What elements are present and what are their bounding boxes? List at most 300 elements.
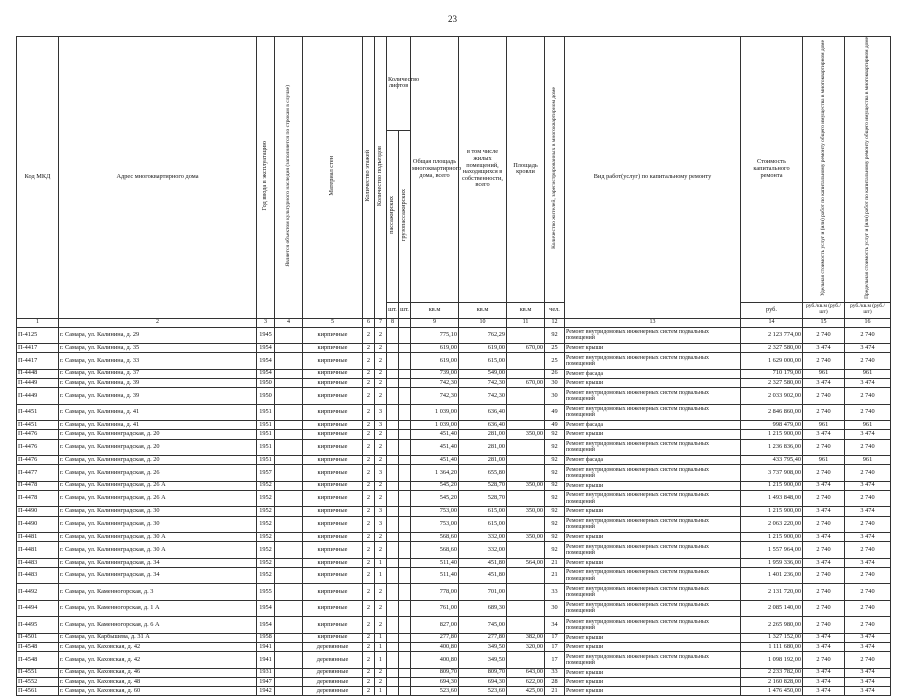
cell-total-area: 753,00 (411, 507, 459, 516)
cell-entrances: 1 (375, 652, 387, 668)
cell-floors: 2 (363, 490, 375, 506)
column-number: 6 (363, 318, 375, 327)
cell-roof-area: 350,00 (507, 481, 545, 490)
cell-work-type: Ремонт крыши (565, 687, 741, 696)
cell-year: 1951 (257, 420, 275, 429)
cell-max-cost: 3 474 (845, 668, 891, 677)
cell-private-area: 523,60 (459, 687, 507, 696)
cell-cost: 998 479,00 (741, 420, 803, 429)
cell-roof-area (507, 404, 545, 420)
cell-unit-cost: 2 740 (803, 584, 845, 600)
cell-entrances: 2 (375, 617, 387, 633)
cell-floors: 2 (363, 388, 375, 404)
cell-code: П-4490 (17, 507, 59, 516)
cell-total-area: 739,00 (411, 369, 459, 378)
page-number: 23 (448, 14, 457, 24)
cell-year: 1951 (257, 430, 275, 439)
cell-heritage (275, 584, 303, 600)
cell-floors: 2 (363, 668, 375, 677)
cell-material: кирпичные (303, 558, 363, 567)
cell-residents: 17 (545, 633, 565, 642)
cell-material: кирпичные (303, 617, 363, 633)
cell-residents: 21 (545, 567, 565, 583)
cell-heritage (275, 455, 303, 464)
cell-year: 1954 (257, 617, 275, 633)
cell-cost: 1 476 450,00 (741, 687, 803, 696)
cell-heritage (275, 567, 303, 583)
cell-max-cost: 961 (845, 455, 891, 464)
cell-residents: 33 (545, 584, 565, 600)
cell-material: кирпичные (303, 439, 363, 455)
table-row (17, 378, 891, 387)
cell-material: кирпичные (303, 490, 363, 506)
cell-elevators-cargo (399, 687, 411, 696)
cell-heritage (275, 404, 303, 420)
cell-entrances: 2 (375, 533, 387, 542)
table-row (17, 430, 891, 439)
table-row (17, 353, 891, 369)
table-row (17, 507, 891, 516)
cell-unit-cost: 3 474 (803, 378, 845, 387)
cell-heritage (275, 677, 303, 686)
table-row (17, 455, 891, 464)
cell-address: г. Самара, ул. Калинина, д. 29 (59, 327, 257, 343)
cell-cost: 433 795,40 (741, 455, 803, 464)
cell-year: 1954 (257, 369, 275, 378)
cell-work-type: Ремонт крыши (565, 481, 741, 490)
cell-code: П-4451 (17, 420, 59, 429)
cell-elevators-cargo (399, 327, 411, 343)
cell-elevators-cargo (399, 567, 411, 583)
cell-private-area: 281,00 (459, 430, 507, 439)
cell-year: 1950 (257, 388, 275, 404)
cell-max-cost: 2 740 (845, 353, 891, 369)
cell-elevators-passenger (387, 652, 399, 668)
cell-material: деревянные (303, 652, 363, 668)
cell-floors: 2 (363, 343, 375, 352)
cell-code: П-4449 (17, 388, 59, 404)
unit-elev-cargo: шт. (399, 302, 411, 318)
cell-entrances: 2 (375, 343, 387, 352)
cell-elevators-passenger (387, 558, 399, 567)
cell-work-type: Ремонт внутридомовых инженерных систем подвальных помещений (565, 353, 741, 369)
cell-cost: 1 629 000,00 (741, 353, 803, 369)
cell-material: деревянные (303, 642, 363, 651)
cell-roof-area (507, 439, 545, 455)
cell-floors: 2 (363, 430, 375, 439)
cell-cost: 2 846 860,00 (741, 404, 803, 420)
cell-floors: 2 (363, 378, 375, 387)
cell-heritage (275, 516, 303, 532)
cell-work-type: Ремонт фасада (565, 420, 741, 429)
table-row (17, 668, 891, 677)
cell-roof-area (507, 465, 545, 481)
cell-entrances: 2 (375, 327, 387, 343)
column-number: 16 (845, 318, 891, 327)
cell-private-area: 689,30 (459, 600, 507, 616)
cell-total-area: 568,60 (411, 542, 459, 558)
cell-heritage (275, 439, 303, 455)
cell-year: 1952 (257, 533, 275, 542)
cell-address: г. Самара, ул. Калинина, д. 39 (59, 388, 257, 404)
cell-address: г. Самара, ул. Каховская, д. 60 (59, 687, 257, 696)
cell-max-cost: 2 740 (845, 327, 891, 343)
cell-unit-cost: 2 740 (803, 439, 845, 455)
cell-private-area: 277,80 (459, 633, 507, 642)
cell-address: г. Самара, ул. Калининградская, д. 34 (59, 567, 257, 583)
cell-unit-cost: 3 474 (803, 677, 845, 686)
cell-unit-cost: 3 474 (803, 481, 845, 490)
cell-roof-area (507, 516, 545, 532)
column-number: 7 (375, 318, 387, 327)
cell-address: г. Самара, ул. Каменногорская, д. 1 А (59, 600, 257, 616)
cell-floors: 2 (363, 369, 375, 378)
cell-private-area: 281,00 (459, 455, 507, 464)
cell-heritage (275, 369, 303, 378)
cell-heritage (275, 343, 303, 352)
cell-cost: 3 737 908,00 (741, 465, 803, 481)
cell-max-cost: 3 474 (845, 533, 891, 542)
table-row (17, 617, 891, 633)
column-number: 10 (459, 318, 507, 327)
cell-unit-cost: 2 740 (803, 516, 845, 532)
cell-entrances: 1 (375, 567, 387, 583)
cell-residents: 92 (545, 533, 565, 542)
cell-total-area: 742,30 (411, 388, 459, 404)
cell-address: г. Самара, ул. Калининградская, д. 26 (59, 465, 257, 481)
cell-roof-area (507, 455, 545, 464)
cell-entrances: 2 (375, 353, 387, 369)
cell-roof-area: 425,00 (507, 687, 545, 696)
cell-max-cost: 2 740 (845, 404, 891, 420)
cell-elevators-cargo (399, 507, 411, 516)
cell-code: П-4548 (17, 652, 59, 668)
cell-year: 1941 (257, 642, 275, 651)
header-unit-cost: Удельная стоимость услуг и (или) работ по капитальному ремонту общего имущества в многоквартирном доме (803, 37, 845, 303)
header-max-cost: Предельная стоимость услуг и (или) работ по капитальному ремонту общего имущества в многоквартирном доме (845, 37, 891, 303)
cell-private-area: 636,40 (459, 404, 507, 420)
cell-year: 1950 (257, 378, 275, 387)
cell-residents: 30 (545, 388, 565, 404)
header-elevators-cargo: грузопассажирских (399, 130, 411, 302)
cell-work-type: Ремонт крыши (565, 558, 741, 567)
cell-heritage (275, 558, 303, 567)
cell-address: г. Самара, ул. Калининградская, д. 20 (59, 430, 257, 439)
cell-address: г. Самара, ул. Калининградская, д. 26 А (59, 490, 257, 506)
cell-private-area: 745,00 (459, 617, 507, 633)
table-row (17, 343, 891, 352)
cell-max-cost: 2 740 (845, 567, 891, 583)
cell-floors: 2 (363, 617, 375, 633)
cell-elevators-passenger (387, 642, 399, 651)
cell-address: г. Самара, ул. Калининградская, д. 20 (59, 439, 257, 455)
cell-elevators-passenger (387, 633, 399, 642)
unit-unit-cost: руб./кв.м (руб./шт) (803, 302, 845, 318)
cell-address: г. Самара, ул. Калинина, д. 35 (59, 343, 257, 352)
cell-elevators-cargo (399, 490, 411, 506)
cell-residents: 21 (545, 558, 565, 567)
cell-residents: 25 (545, 343, 565, 352)
cell-material: кирпичные (303, 633, 363, 642)
header-total-area: Общая площадь многоквартирного дома, всего (411, 37, 459, 303)
cell-unit-cost: 2 740 (803, 404, 845, 420)
column-number: 15 (803, 318, 845, 327)
cell-roof-area (507, 490, 545, 506)
cell-heritage (275, 542, 303, 558)
cell-elevators-cargo (399, 465, 411, 481)
cell-unit-cost: 2 740 (803, 617, 845, 633)
cell-elevators-cargo (399, 420, 411, 429)
cell-heritage (275, 353, 303, 369)
cell-roof-area: 622,00 (507, 677, 545, 686)
cell-work-type: Ремонт крыши (565, 343, 741, 352)
column-number: 13 (565, 318, 741, 327)
cell-entrances: 2 (375, 369, 387, 378)
cell-unit-cost: 961 (803, 455, 845, 464)
cell-year: 1952 (257, 567, 275, 583)
cell-max-cost: 2 740 (845, 600, 891, 616)
cell-max-cost: 3 474 (845, 687, 891, 696)
cell-elevators-cargo (399, 652, 411, 668)
cell-residents: 92 (545, 439, 565, 455)
header-material: Материал стен (303, 37, 363, 319)
cell-material: кирпичные (303, 507, 363, 516)
cell-floors: 2 (363, 633, 375, 642)
cell-elevators-passenger (387, 617, 399, 633)
cell-floors: 2 (363, 642, 375, 651)
cell-code: П-4495 (17, 617, 59, 633)
cell-cost: 1 215 900,00 (741, 430, 803, 439)
cell-elevators-cargo (399, 516, 411, 532)
cell-max-cost: 3 474 (845, 378, 891, 387)
cell-total-area: 694,30 (411, 677, 459, 686)
header-year: Год ввода в эксплуатацию (257, 37, 275, 319)
cell-year: 1942 (257, 687, 275, 696)
cell-code: П-4478 (17, 490, 59, 506)
cell-work-type: Ремонт внутридомовых инженерных систем подвальных помещений (565, 465, 741, 481)
table-row (17, 642, 891, 651)
cell-work-type: Ремонт внутридомовых инженерных систем подвальных помещений (565, 600, 741, 616)
cell-cost: 1 215 900,00 (741, 533, 803, 542)
header-floors: Количество этажей (363, 37, 375, 319)
table-row (17, 567, 891, 583)
cell-work-type: Ремонт крыши (565, 430, 741, 439)
cell-max-cost: 2 740 (845, 516, 891, 532)
cell-max-cost: 3 474 (845, 430, 891, 439)
cell-work-type: Ремонт крыши (565, 533, 741, 542)
table-row (17, 490, 891, 506)
cell-floors: 2 (363, 558, 375, 567)
header-private-area: в том числе жилых помещений, находящихся в собственности, всего (459, 37, 507, 303)
cell-residents: 49 (545, 420, 565, 429)
cell-floors: 2 (363, 584, 375, 600)
cell-code: П-4490 (17, 516, 59, 532)
cell-elevators-passenger (387, 584, 399, 600)
cell-unit-cost: 2 740 (803, 465, 845, 481)
cell-work-type: Ремонт внутридомовых инженерных систем подвальных помещений (565, 490, 741, 506)
cell-code: П-4561 (17, 687, 59, 696)
cell-max-cost: 3 474 (845, 507, 891, 516)
cell-elevators-passenger (387, 388, 399, 404)
cell-address: г. Самара, ул. Каховская, д. 48 (59, 677, 257, 686)
repair-plan-table (16, 36, 891, 696)
table-row (17, 633, 891, 642)
cell-residents: 30 (545, 378, 565, 387)
cell-elevators-cargo (399, 600, 411, 616)
cell-address: г. Самара, ул. Калининградская, д. 26 А (59, 481, 257, 490)
unit-total-area: кв.м (411, 302, 459, 318)
cell-roof-area: 382,00 (507, 633, 545, 642)
cell-roof-area (507, 388, 545, 404)
cell-heritage (275, 633, 303, 642)
cell-entrances: 1 (375, 633, 387, 642)
table-row (17, 600, 891, 616)
cell-residents: 25 (545, 353, 565, 369)
cell-entrances: 2 (375, 378, 387, 387)
cell-elevators-cargo (399, 388, 411, 404)
column-number: 2 (59, 318, 257, 327)
cell-work-type: Ремонт внутридомовых инженерных систем подвальных помещений (565, 439, 741, 455)
cell-total-area: 753,00 (411, 516, 459, 532)
cell-address: г. Самара, ул. Калинина, д. 37 (59, 369, 257, 378)
cell-work-type: Ремонт крыши (565, 633, 741, 642)
cell-address: г. Самара, ул. Калининградская, д. 20 (59, 455, 257, 464)
table-row (17, 516, 891, 532)
cell-unit-cost: 2 740 (803, 388, 845, 404)
cell-address: г. Самара, ул. Каменногорская, д. 3 (59, 584, 257, 600)
cell-elevators-cargo (399, 439, 411, 455)
cell-entrances: 3 (375, 404, 387, 420)
cell-year: 1954 (257, 343, 275, 352)
cell-unit-cost: 2 740 (803, 600, 845, 616)
cell-residents: 92 (545, 327, 565, 343)
cell-elevators-passenger (387, 542, 399, 558)
cell-residents: 92 (545, 507, 565, 516)
cell-elevators-passenger (387, 481, 399, 490)
cell-elevators-cargo (399, 642, 411, 651)
cell-elevators-passenger (387, 378, 399, 387)
cell-elevators-passenger (387, 533, 399, 542)
cell-private-area: 655,80 (459, 465, 507, 481)
cell-elevators-cargo (399, 343, 411, 352)
cell-heritage (275, 617, 303, 633)
cell-elevators-cargo (399, 617, 411, 633)
cell-roof-area (507, 420, 545, 429)
cell-roof-area: 670,00 (507, 378, 545, 387)
cell-total-area: 511,40 (411, 558, 459, 567)
cell-private-area: 528,70 (459, 481, 507, 490)
cell-code: П-4477 (17, 465, 59, 481)
cell-residents: 92 (545, 516, 565, 532)
table-row (17, 481, 891, 490)
cell-private-area: 281,00 (459, 439, 507, 455)
cell-work-type: Ремонт крыши (565, 378, 741, 387)
cell-total-area: 451,40 (411, 430, 459, 439)
cell-work-type: Ремонт фасада (565, 369, 741, 378)
cell-entrances: 2 (375, 584, 387, 600)
cell-private-area: 549,00 (459, 369, 507, 378)
cell-entrances: 3 (375, 420, 387, 429)
cell-year: 1951 (257, 404, 275, 420)
cell-elevators-passenger (387, 430, 399, 439)
cell-code: П-4548 (17, 642, 59, 651)
table-row (17, 439, 891, 455)
cell-year: 1952 (257, 490, 275, 506)
cell-cost: 1 327 152,00 (741, 633, 803, 642)
cell-roof-area: 670,00 (507, 343, 545, 352)
cell-total-area: 451,40 (411, 455, 459, 464)
cell-total-area: 775,10 (411, 327, 459, 343)
cell-floors: 2 (363, 507, 375, 516)
cell-entrances: 1 (375, 558, 387, 567)
cell-code: П-4449 (17, 378, 59, 387)
cell-residents: 17 (545, 652, 565, 668)
cell-total-area: 809,70 (411, 668, 459, 677)
cell-total-area: 1 364,20 (411, 465, 459, 481)
cell-total-area: 545,20 (411, 490, 459, 506)
cell-residents: 33 (545, 668, 565, 677)
cell-work-type: Ремонт внутридомовых инженерных систем подвальных помещений (565, 617, 741, 633)
cell-elevators-cargo (399, 668, 411, 677)
cell-year: 1952 (257, 542, 275, 558)
cell-entrances: 1 (375, 642, 387, 651)
cell-floors: 2 (363, 677, 375, 686)
cell-entrances: 2 (375, 600, 387, 616)
cell-private-area: 742,30 (459, 388, 507, 404)
cell-cost: 2 123 774,00 (741, 327, 803, 343)
cell-unit-cost: 3 474 (803, 633, 845, 642)
cell-heritage (275, 388, 303, 404)
cell-unit-cost: 2 740 (803, 353, 845, 369)
table-row (17, 369, 891, 378)
cell-address: г. Самара, ул. Калинина, д. 39 (59, 378, 257, 387)
cell-roof-area (507, 584, 545, 600)
cell-elevators-passenger (387, 490, 399, 506)
cell-cost: 1 959 336,00 (741, 558, 803, 567)
cell-max-cost: 3 474 (845, 642, 891, 651)
cell-unit-cost: 2 740 (803, 652, 845, 668)
cell-material: кирпичные (303, 481, 363, 490)
cell-private-area: 332,00 (459, 533, 507, 542)
cell-floors: 2 (363, 404, 375, 420)
cell-cost: 2 063 220,00 (741, 516, 803, 532)
cell-roof-area (507, 369, 545, 378)
cell-cost: 2 085 140,00 (741, 600, 803, 616)
cell-total-area: 827,00 (411, 617, 459, 633)
cell-private-area: 451,80 (459, 567, 507, 583)
cell-heritage (275, 668, 303, 677)
cell-code: П-4483 (17, 558, 59, 567)
column-number: 12 (545, 318, 565, 327)
cell-residents: 34 (545, 617, 565, 633)
cell-code: П-4552 (17, 677, 59, 686)
cell-material: кирпичные (303, 353, 363, 369)
cell-heritage (275, 490, 303, 506)
column-number-row (17, 318, 891, 327)
cell-total-area: 400,80 (411, 652, 459, 668)
header-address: Адрес многоквартирного дома (59, 37, 257, 319)
cell-material: кирпичные (303, 533, 363, 542)
cell-material: кирпичные (303, 567, 363, 583)
cell-private-area: 636,40 (459, 420, 507, 429)
table-row (17, 533, 891, 542)
column-number (399, 318, 411, 327)
cell-code: П-4492 (17, 584, 59, 600)
header-elevators: Количество лифтов (387, 37, 411, 131)
cell-code: П-4417 (17, 353, 59, 369)
cell-residents: 92 (545, 481, 565, 490)
cell-work-type: Ремонт внутридомовых инженерных систем подвальных помещений (565, 542, 741, 558)
